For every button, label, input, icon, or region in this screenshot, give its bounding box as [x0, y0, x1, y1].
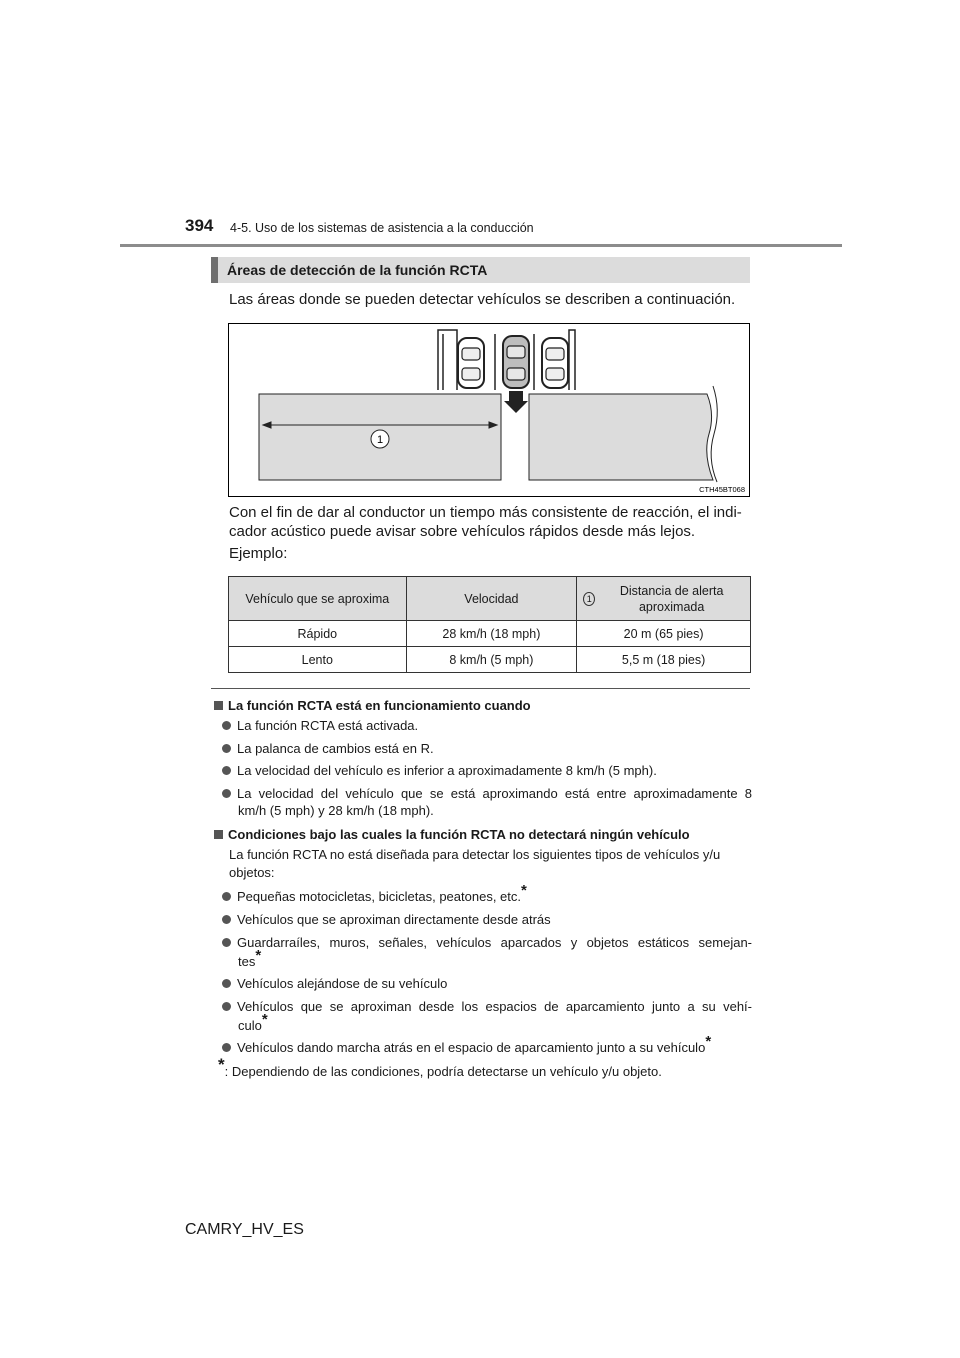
list-item-text: La velocidad del vehículo que se está aproximando está entre aproximadamente 8 [237, 786, 752, 801]
list-item [222, 717, 752, 735]
bullet-icon [222, 789, 231, 798]
heading-text: Áreas de detección de la función RCTA [227, 262, 488, 278]
asterisk-mark: * [218, 1055, 225, 1074]
bullet-icon [222, 915, 231, 924]
list-item-continuation: km/h (5 mph) y 28 km/h (18 mph). [238, 803, 434, 818]
list-item [222, 1033, 752, 1057]
table-cell: 20 m (65 pies) [577, 621, 751, 647]
callout-number: 1 [376, 434, 384, 446]
list-item [222, 762, 752, 780]
reverse-direction-arrow-icon [504, 391, 528, 413]
list-item-text: La velocidad del vehículo es inferior a aproximadamente 8 km/h (5 mph). [237, 763, 657, 778]
section2-title-text: Condiciones bajo las cuales la función RCTA no detectará ningún vehículo [228, 827, 690, 842]
intro-paragraph: Las áreas donde se pueden detectar vehículos se describen a continuación. [229, 291, 736, 308]
list-item-text: Pequeñas motocicletas, bicicletas, peatones, etc. [237, 889, 521, 904]
figure-code: CTH45BT068 [699, 485, 745, 494]
list-item-text: tes [238, 954, 256, 969]
footnote [218, 1055, 662, 1081]
bullet-icon [222, 938, 231, 947]
header-distance-text: Distancia de alerta aproximada [619, 583, 724, 614]
bullet-icon [222, 744, 231, 753]
header-vehicle: Vehículo que se aproxima [229, 577, 407, 621]
list-item-text: Guardarraíles, muros, señales, vehículos aparcados y objetos estáticos semejan- [237, 935, 752, 950]
table-header-row [229, 577, 751, 621]
section-divider [211, 688, 750, 689]
list-item-text: La función RCTA está activada. [237, 718, 419, 733]
follow-line-2: cador acústico puede avisar sobre vehículos rápidos desde más lejos. [229, 523, 696, 540]
asterisk-mark: * [705, 1033, 712, 1050]
square-bullet-icon [214, 830, 223, 839]
table-row [229, 647, 751, 673]
heading-accent [211, 257, 218, 283]
bullet-icon [222, 766, 231, 775]
section-title: 4-5. Uso de los sistemas de asistencia a la conducción [230, 221, 534, 235]
page-number: 394 [185, 216, 214, 235]
section1-title [214, 698, 531, 713]
detection-area-right [529, 394, 713, 480]
section2-desc-line-2: objetos: [229, 865, 275, 880]
list-item [222, 785, 752, 803]
section-heading [211, 257, 750, 283]
section1-title-text: La función RCTA está en funcionamiento cuando [228, 698, 531, 713]
list-item-text: Vehículos alejándose de su vehículo [237, 976, 448, 991]
header-callout: 1 [583, 592, 595, 606]
follow-line-1: Con el fin de dar al conductor un tiempo más consistente de reacción, el indi- [229, 504, 742, 521]
table-cell: Rápido [229, 621, 407, 647]
list-item [222, 998, 752, 1016]
table-cell: 28 km/h (18 mph) [406, 621, 577, 647]
bullet-icon [222, 1002, 231, 1011]
parked-car-right-icon [542, 338, 568, 388]
table-cell: 5,5 m (18 pies) [577, 647, 751, 673]
list-item-text: Vehículos dando marcha atrás en el espacio de aparcamiento junto a su vehículo [237, 1040, 706, 1055]
list-item [222, 911, 752, 929]
section2-title [214, 827, 690, 842]
detection-area-diagram [229, 324, 749, 496]
table-row [229, 621, 751, 647]
list-item-text: La palanca de cambios está en R. [237, 741, 434, 756]
header-speed: Velocidad [406, 577, 577, 621]
footer-model-code: CAMRY_HV_ES [185, 1221, 304, 1238]
bullet-icon [222, 1043, 231, 1052]
own-vehicle-icon [503, 336, 529, 388]
header-distance [577, 577, 751, 621]
list-item-text: culo [238, 1018, 262, 1033]
table-cell: Lento [229, 647, 407, 673]
list-item-continuation [238, 947, 262, 970]
asterisk-mark: * [521, 882, 527, 899]
list-item-continuation [238, 1011, 268, 1034]
list-item [222, 934, 752, 952]
list-item [222, 975, 752, 993]
bullet-icon [222, 979, 231, 988]
parked-car-left-icon [458, 338, 484, 388]
header-rule [120, 244, 842, 247]
list-item [222, 882, 752, 906]
square-bullet-icon [214, 701, 223, 710]
break-line [711, 386, 717, 482]
asterisk-mark: * [255, 947, 262, 964]
example-label: Ejemplo: [229, 545, 288, 562]
list-item [222, 740, 752, 758]
list-item-text: Vehículos que se aproximan desde los espacios de aparcamiento junto a su vehí- [237, 999, 752, 1014]
section2-desc-line-1: La función RCTA no está diseñada para detectar los siguientes tipos de vehículos y/u [229, 847, 721, 862]
bullet-icon [222, 721, 231, 730]
table-cell: 8 km/h (5 mph) [406, 647, 577, 673]
list-item-text: Vehículos que se aproximan directamente desde atrás [237, 912, 551, 927]
footnote-text: : Dependiendo de las condiciones, podría detectarse un vehículo y/u objeto. [224, 1064, 662, 1079]
asterisk-mark: * [261, 1011, 268, 1028]
bullet-icon [222, 892, 231, 901]
alert-distance-table [228, 576, 751, 673]
detection-area-figure [228, 323, 750, 497]
